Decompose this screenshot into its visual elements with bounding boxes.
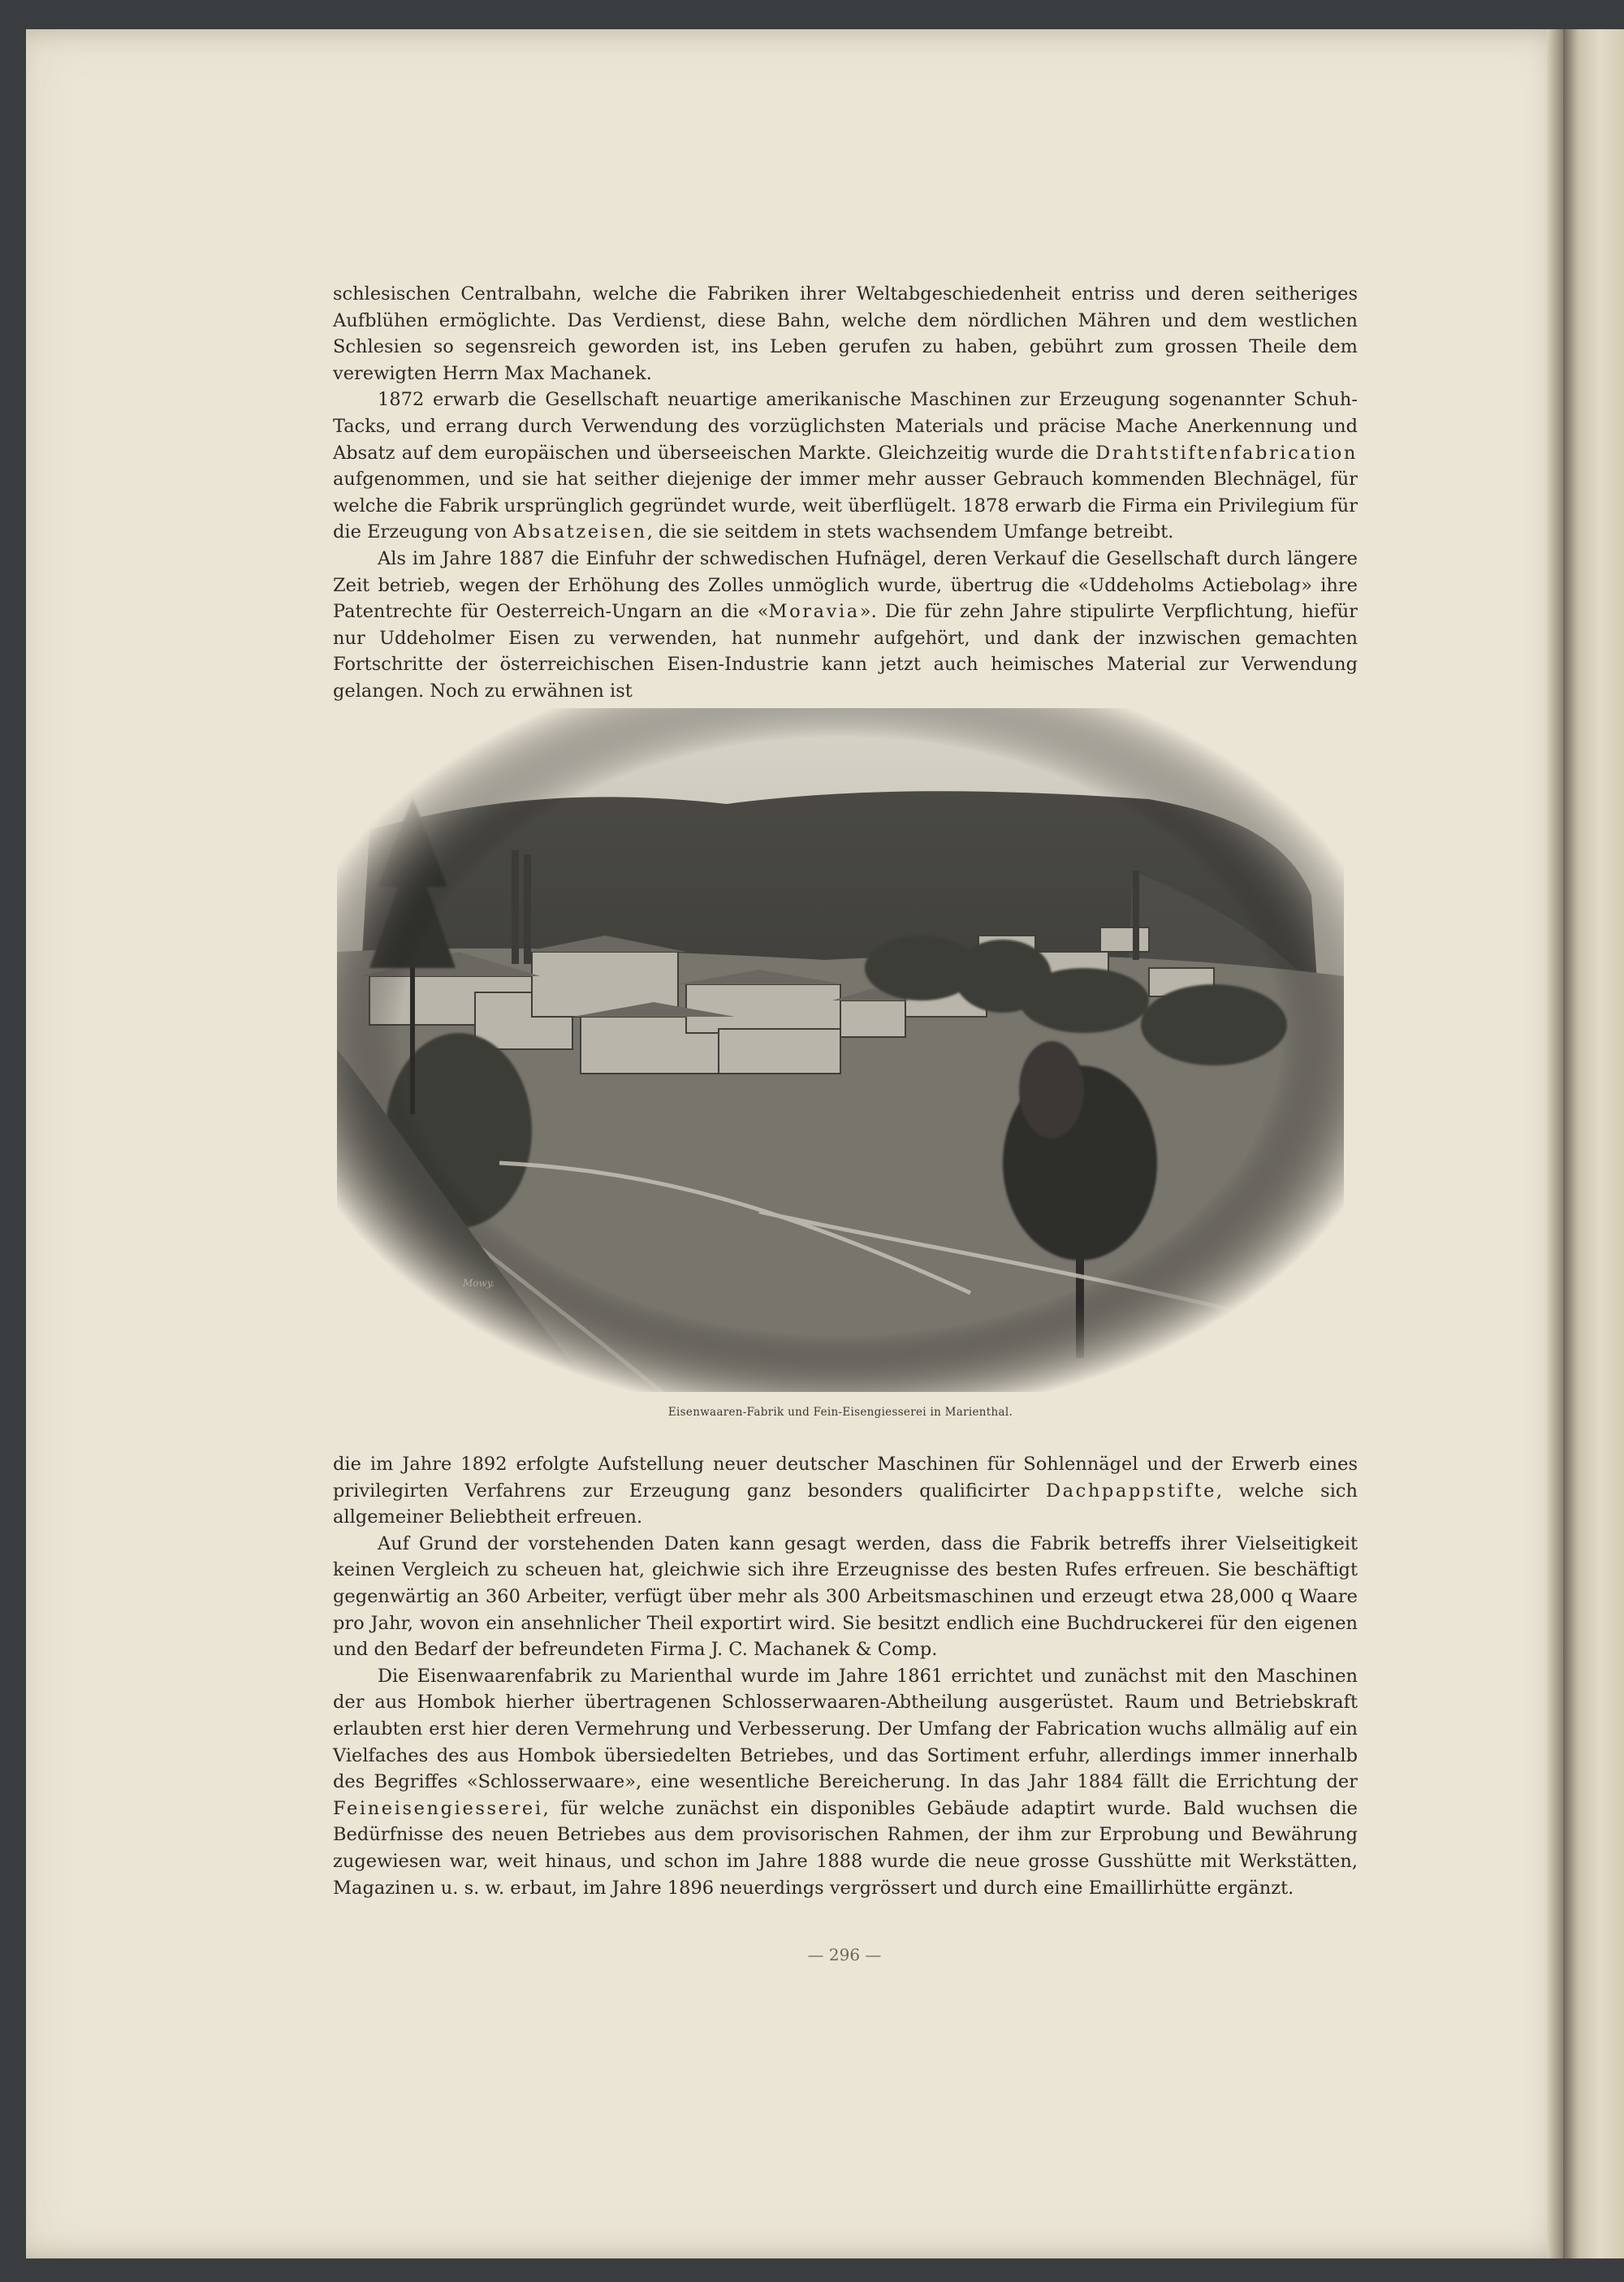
page-number: — 296 — <box>807 1945 882 1964</box>
paragraph-3: Als im Jahre 1887 die Einfuhr der schwedischen Hufnägel, deren Verkauf die Gesellschaft durch längere Zeit betrieb, wegen der Erhöhung des Zolles unmöglich wurde, übertrug die «Uddeholms Actiebolag» ihre Patentrechte für Oesterreich-Ungarn an die «Moravia». Die für zehn Jahre stipulirte Verpflichtung, hiefür nur Uddeholmer Eisen zu verwenden, hat nunmehr aufgehört, und dank der inzwischen gemachten Fortschritte der österreichischen Eisen-Industrie kann jetzt auch heimisches Material zur Verwendung gelangen. Noch zu erwähnen ist <box>333 547 1358 702</box>
page-spine-edge <box>1547 29 1563 2258</box>
paragraph-2: 1872 erwarb die Gesellschaft neuartige amerikanische Maschinen zur Erzeugung sogenannter Schuh-Tacks, und errang durch Verwendung des vorzüglichsten Materials und präcise Mache Anerkennung und Absatz auf dem europäischen und überseeischen Markte. Gleichzeitig wurde die Drahtstiftenfabrication aufgenommen, und sie hat seither diejenige der immer mehr ausser Gebrauch kommenden Blechnägel, für welche die Fabrik ursprünglich gegründet wurde, weit überflügelt. 1878 erwarb die Firma ein Privilegium für die Erzeugung von Absatzeisen, die sie seitdem in stets wachsendem Umfange betreibt. <box>333 389 1358 543</box>
book-gutter <box>1563 29 1624 2258</box>
vignette <box>337 708 1344 1392</box>
emphasis-drahtstiftenfabrication: Drahtstiftenfabrication <box>1095 442 1358 464</box>
figure-caption: Eisenwaaren-Fabrik und Fein-Eisengiesserei in Marienthal. <box>667 1406 1013 1419</box>
bottom-text-block <box>333 1451 1358 1901</box>
paragraph-4: die im Jahre 1892 erfolgte Aufstellung neuer deutscher Maschinen für Sohlennägel und der Erwerb eines privilegirten Verfahrens zur Erzeugung ganz besonders qualificirter Dachpappstifte, welche sich allgemeiner Beliebtheit erfreuen. <box>333 1454 1358 1528</box>
paragraph-1: schlesischen Centralbahn, welche die Fabriken ihrer Weltabgeschiedenheit entriss und deren seitheriges Aufblühen ermöglichte. Das Verdienst, diese Bahn, welche dem nördlichen Mähren und dem westlichen Schlesien so segensreich geworden ist, ins Leben gerufen zu haben, gebührt zum grossen Theile dem verewigten Herrn Max Machanek. <box>333 283 1358 384</box>
emphasis-absatzeisen: Absatzeisen <box>512 521 647 543</box>
paragraph-6: Die Eisenwaarenfabrik zu Marienthal wurde im Jahre 1861 errichtet und zunächst mit den Maschinen der aus Hombok hierher übertragenen Schlosserwaaren-Abtheilung ausgerüstet. Raum und Betriebskraft erlaubten erst hier deren Vermehrung und Verbesserung. Der Umfang der Fabrication wuchs allmälig auf ein Vielfaches des aus Hombok übersiedelten Betriebes, und das Sortiment erfuhr, allerdings immer innerhalb des Begriffes «Schlosserwaare», eine wesentliche Bereicherung. In das Jahr 1884 fällt die Errichtung der Feineisengiesserei, für welche zunächst ein disponibles Gebäude adaptirt wurde. Bald wuchsen die Bedürfnisse des neuen Betriebes aus dem provisorischen Rahmen, der ihm zur Erprobung und Bewährung zugewiesen war, weit hinaus, und schon im Jahre 1888 wurde die neue grosse Gusshütte mit Werkstätten, Magazinen u. s. w. erbaut, im Jahre 1896 neuerdings vergrössert und durch eine Emaillirhütte ergänzt. <box>333 1665 1358 1899</box>
emphasis-feineisengiesserei: Feineisengiesserei <box>333 1797 543 1819</box>
factory-photograph <box>337 708 1344 1392</box>
paragraph-5: Auf Grund der vorstehenden Daten kann gesagt werden, dass die Fabrik betreffs ihrer Vielseitigkeit keinen Vergleich zu scheuen hat, gleichwie sich ihre Erzeugnisse des besten Rufes erfreuen. Sie beschäftigt gegenwärtig an 360 Arbeiter, verfügt über mehr als 300 Arbeitsmaschinen und erzeugt etwa 28,000 q Waare pro Jahr, wovon ein ansehnlicher Theil exportirt wird. Sie besitzt endlich eine Buchdruckerei für den eigenen und den Bedarf der befreundeten Firma J. C. Machanek & Comp. <box>333 1532 1358 1661</box>
emphasis-dachpappstifte: Dachpappstifte <box>1045 1480 1217 1502</box>
top-text-block <box>333 281 1358 705</box>
emphasis-moravia: Moravia <box>768 601 860 623</box>
